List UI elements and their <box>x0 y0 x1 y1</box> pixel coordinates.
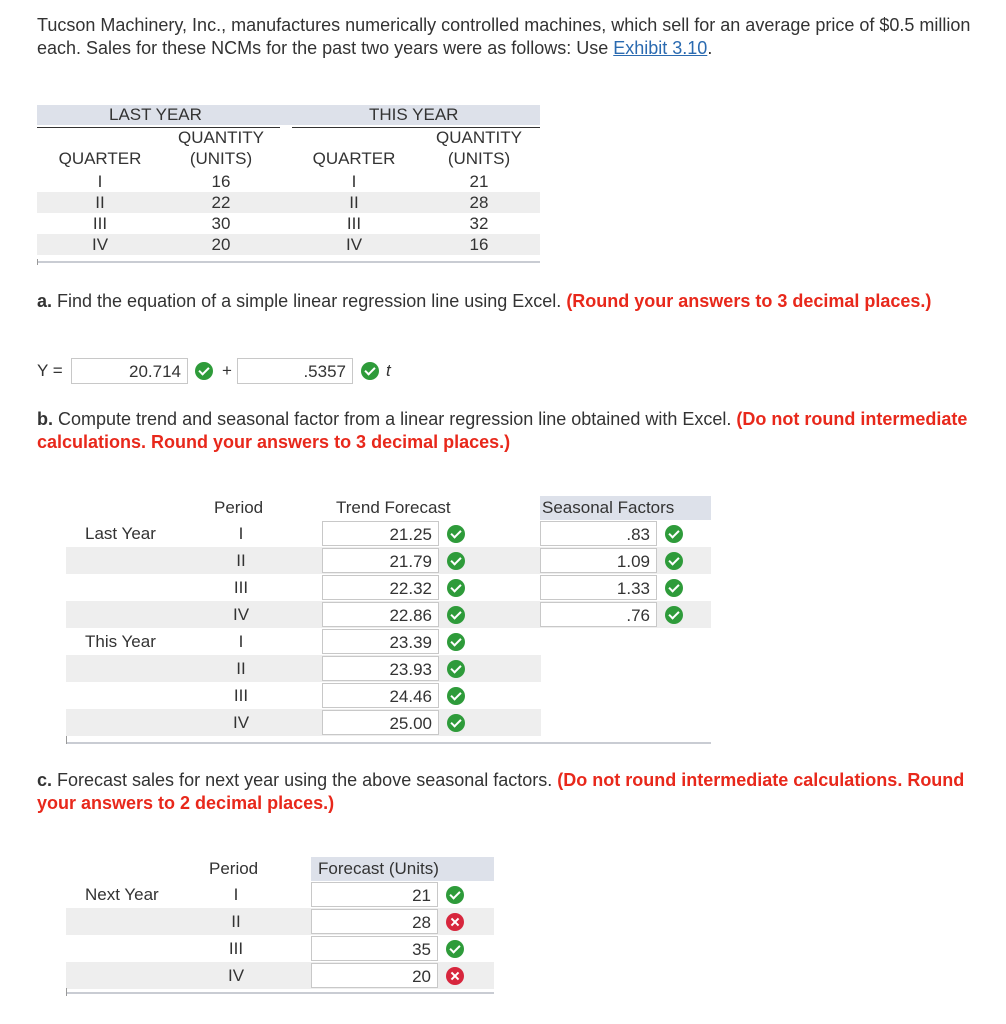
table-row <box>66 935 494 962</box>
period-cell: I <box>238 524 244 543</box>
slope-input[interactable]: .5357 <box>237 358 353 384</box>
seasonal-factor-input[interactable]: 1.09 <box>540 548 657 573</box>
correct-check-icon <box>447 633 465 651</box>
table-row <box>66 682 711 709</box>
problem-intro: Tucson Machinery, Inc., manufactures numerically controlled machines, which sell for an average price of $0.5 million each. Sales for these NCMs for the past two years were as follows: Use Exhibit 3.10. <box>37 15 971 58</box>
correct-check-icon <box>665 552 683 570</box>
trend-forecast-input[interactable]: 25.00 <box>322 710 439 735</box>
table-row <box>66 962 494 989</box>
part-c-question: c. Forecast sales for next year using the above seasonal factors. (Do not round intermediate calculations. Round your answers to 2 decimal places.) <box>37 770 965 813</box>
incorrect-x-icon <box>446 967 464 985</box>
correct-check-icon <box>665 525 683 543</box>
period-cell: I <box>238 632 244 651</box>
row-label-next-year: Next Year <box>85 885 159 904</box>
period-cell: III <box>233 686 249 705</box>
correct-check-icon <box>447 660 465 678</box>
forecast-input[interactable]: 35 <box>311 936 438 961</box>
period-cell: III <box>233 578 249 597</box>
correct-check-icon <box>447 525 465 543</box>
correct-check-icon <box>446 940 464 958</box>
period-cell: II <box>236 551 246 570</box>
correct-check-icon <box>665 606 683 624</box>
exhibit-link[interactable]: Exhibit 3.10 <box>613 38 708 58</box>
trend-forecast-input[interactable]: 22.86 <box>322 602 439 627</box>
table-row <box>66 908 494 935</box>
period-cell: IV <box>227 966 245 985</box>
intro-text: Tucson Machinery, Inc., manufactures numerically controlled machines, which sell for an average price of $0.5 million each. Sales for these NCMs for the past two years were as follows: Use <box>37 15 971 58</box>
period-cell: III <box>228 939 244 958</box>
this-year-header: THIS YEAR <box>369 105 459 124</box>
part-b-question: b. Compute trend and seasonal factor from a linear regression line obtained with Excel. (Do not round intermediate calculations. Round your answers to 3 decimal places.) <box>37 409 968 452</box>
correct-check-icon <box>447 552 465 570</box>
period-cell: II <box>231 912 241 931</box>
sales-table: LAST YEAR THIS YEAR QUARTER QUANTITY (UNITS) QUARTER QUANTITY (UNITS) I 16 I 21 II 22 II 28 III 30 III 32 IV 20 IV 16 <box>37 105 540 263</box>
seasonal-factor-input[interactable]: .83 <box>540 521 657 546</box>
correct-check-icon <box>447 687 465 705</box>
table-row: II 22 II 28 <box>37 192 540 213</box>
trend-forecast-input[interactable]: 22.32 <box>322 575 439 600</box>
correct-check-icon <box>446 886 464 904</box>
part-a-question: a. Find the equation of a simple linear regression line using Excel. (Round your answers to 3 decimal places.) <box>37 291 932 311</box>
table-row <box>66 601 711 628</box>
last-year-header: LAST YEAR <box>109 105 202 124</box>
period-cell: IV <box>232 713 250 732</box>
incorrect-x-icon <box>446 913 464 931</box>
correct-check-icon <box>447 714 465 732</box>
trend-forecast-input[interactable]: 24.46 <box>322 683 439 708</box>
table-row <box>66 547 711 574</box>
trend-table: Period Trend Forecast Seasonal Factors Last Year I 21.25 .83 II 21.79 1.09 III 22.32 1.33 IV 22.86 .76 This Year I 23.39 II 23.93 III 24.46 IV 25.00 <box>66 496 711 736</box>
correct-check-icon <box>195 362 213 380</box>
table-row: I 16 I 21 <box>97 172 489 191</box>
table-row: III 30 III 32 <box>92 214 489 233</box>
period-cell: IV <box>232 605 250 624</box>
row-label-this-year: This Year <box>85 632 156 651</box>
seasonal-factor-input[interactable]: 1.33 <box>540 575 657 600</box>
correct-check-icon <box>447 579 465 597</box>
forecast-table: Period Forecast (Units) Next Year I 21 II 28 III 35 IV 20 <box>66 857 494 989</box>
intercept-input[interactable]: 20.714 <box>71 358 188 384</box>
table-row <box>66 574 711 601</box>
period-cell: II <box>236 659 246 678</box>
table-row: IV 20 IV 16 <box>37 234 540 255</box>
correct-check-icon <box>447 606 465 624</box>
trend-forecast-input[interactable]: 21.79 <box>322 548 439 573</box>
seasonal-factor-input[interactable]: .76 <box>540 602 657 627</box>
trend-forecast-input[interactable]: 23.93 <box>322 656 439 681</box>
forecast-input[interactable]: 28 <box>311 909 438 934</box>
correct-check-icon <box>361 362 379 380</box>
trend-forecast-input[interactable]: 21.25 <box>322 521 439 546</box>
forecast-input[interactable]: 21 <box>311 882 438 907</box>
table-row <box>66 881 494 908</box>
period-cell: I <box>233 885 239 904</box>
table-row <box>66 655 711 682</box>
table-row <box>66 709 711 736</box>
trend-forecast-input[interactable]: 23.39 <box>322 629 439 654</box>
forecast-input[interactable]: 20 <box>311 963 438 988</box>
table-row <box>66 520 711 547</box>
table-row <box>66 628 711 655</box>
correct-check-icon <box>665 579 683 597</box>
row-label-last-year: Last Year <box>85 524 156 543</box>
y-equals-label: Y = <box>37 361 63 380</box>
